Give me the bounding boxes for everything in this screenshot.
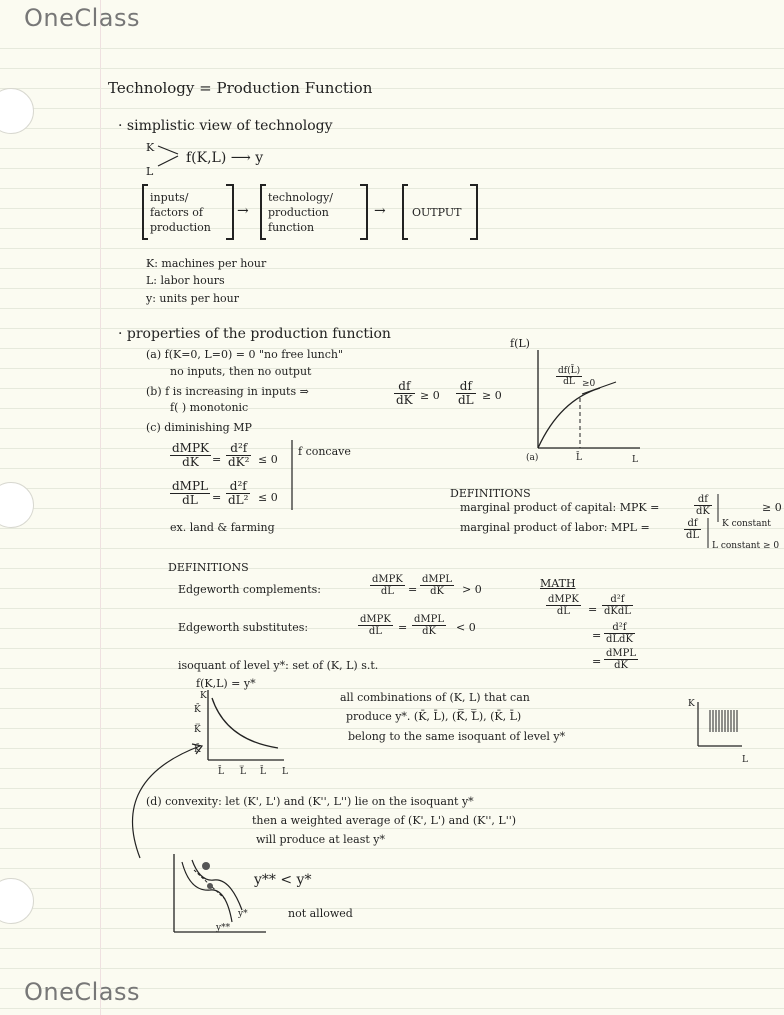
ruled-line xyxy=(0,388,784,389)
math-equals-1: = xyxy=(588,603,598,616)
ruled-line xyxy=(0,348,784,349)
iso-k-axis-label: K xyxy=(200,691,207,701)
subs-fraction-2: dMPL dK xyxy=(414,614,445,637)
property-a: (a) f(K=0, L=0) = 0 "no free lunch" xyxy=(146,348,344,361)
math-equals-2: = xyxy=(592,629,602,642)
edgeworth-substitutes: Edgeworth substitutes: xyxy=(178,621,309,634)
inputs-line2: factors of xyxy=(150,206,203,219)
comp-fraction-1: dMPK dL xyxy=(372,574,403,597)
ruled-line xyxy=(0,308,784,309)
ruled-line xyxy=(0,508,784,509)
mpl-fraction: $\frac{df}{dL}$ xyxy=(686,518,700,541)
ruled-line xyxy=(0,748,784,749)
df-dk-fraction: $\frac{df}{dK}$ xyxy=(396,379,413,407)
definitions-right-heading: DEFINITIONS xyxy=(450,487,531,500)
not-allowed-note: not allowed xyxy=(288,907,353,920)
iso-lbar-1: L̄ xyxy=(218,767,224,777)
comp-equals: = xyxy=(408,583,418,596)
subs-lt-zero: < 0 xyxy=(456,621,476,634)
ruled-line xyxy=(0,288,784,289)
property-b-note: f( ) monotonic xyxy=(170,401,249,414)
f-concave-label: f concave xyxy=(298,445,351,458)
ruled-line xyxy=(0,528,784,529)
land-farming-example: ex. land & farming xyxy=(170,521,275,534)
ruled-line xyxy=(0,968,784,969)
ruled-line xyxy=(0,948,784,949)
isoquant-definition: isoquant of level y*: set of (K, L) s.t. xyxy=(178,659,379,672)
iso-kbar-1: K̄ xyxy=(194,705,201,715)
ruled-line xyxy=(0,448,784,449)
concave-divider xyxy=(290,440,294,510)
iso-note-line2: produce y*. (K̄, L̄), (K̿, L̿), (K̄, L̄) xyxy=(346,710,522,723)
variable-k: K: machines per hour xyxy=(146,257,267,270)
ruled-line xyxy=(0,788,784,789)
inputs-line1: inputs/ xyxy=(150,191,189,204)
fl-graph xyxy=(530,350,640,450)
ruled-line xyxy=(0,568,784,569)
mpl-definition: marginal product of labor: MPL = xyxy=(460,521,650,534)
ruled-line xyxy=(0,688,784,689)
math-fraction-4: dMPL dK xyxy=(606,648,637,671)
variable-l: L: labor hours xyxy=(146,274,225,287)
mpl-bar xyxy=(706,518,710,548)
ruled-line xyxy=(0,868,784,869)
logo-text: OneClass xyxy=(24,978,141,1006)
isoquant-function: f(K,L) = y* xyxy=(196,677,256,690)
edgeworth-complements: Edgeworth complements: xyxy=(178,583,321,596)
technology-line3: function xyxy=(268,221,315,234)
subs-equals: = xyxy=(398,621,408,634)
ruled-line xyxy=(0,548,784,549)
l-constant: L constant ≥ 0 xyxy=(712,541,780,551)
property-c: (c) diminishing MP xyxy=(146,421,252,434)
ruled-line xyxy=(0,248,784,249)
convexity-line2: then a weighted average of (K', L') and (K'', L'') xyxy=(252,814,517,827)
simplistic-heading: · simplistic view of technology xyxy=(118,118,333,134)
ruled-line xyxy=(0,148,784,149)
leq-zero-1: ≤ 0 xyxy=(258,453,278,466)
page-title: Technology = Production Function xyxy=(108,79,373,97)
math-equals-3: = xyxy=(592,655,602,668)
isoquant-graph xyxy=(206,690,286,762)
property-b: (b) f is increasing in inputs ⇒ xyxy=(146,385,309,398)
df-dl-geq: ≥ 0 xyxy=(482,389,502,402)
ruled-line xyxy=(0,608,784,609)
math-fraction-3: d²f dLdK xyxy=(606,622,633,645)
mpk-bar xyxy=(716,494,720,522)
dmpk-dk-fraction: dMPK dK xyxy=(172,441,210,469)
mpk-fraction: $\frac{df}{dK}$ xyxy=(696,494,710,517)
ruled-line xyxy=(0,848,784,849)
comp-fraction-2: dMPL dK xyxy=(422,574,453,597)
iso-l-axis-label: L xyxy=(282,767,288,777)
output-label: OUTPUT xyxy=(412,206,462,219)
mpk-definition: marginal product of capital: MPK = xyxy=(460,501,660,514)
ruled-line xyxy=(0,48,784,49)
slope-geq: ≥0 xyxy=(582,379,596,389)
ruled-line xyxy=(0,928,784,929)
ruled-line xyxy=(0,188,784,189)
oneclass-logo-bottom xyxy=(24,978,140,1006)
k-constant: K constant xyxy=(722,519,771,529)
iso-lbar-2: L̿ xyxy=(240,767,246,777)
diagram-arrow-2: → xyxy=(374,203,386,219)
ruled-line xyxy=(0,428,784,429)
l-input-label: L xyxy=(146,165,154,178)
math-fraction-1: dMPK dL xyxy=(548,594,579,617)
ruled-line xyxy=(0,648,784,649)
comp-gt-zero: > 0 xyxy=(462,583,482,596)
bottom-y-double-star: y** xyxy=(216,923,231,933)
l-bar-label: L̄ xyxy=(576,453,582,463)
production-function-expression: f(K,L) ⟶ y xyxy=(186,150,264,166)
equals: = xyxy=(212,491,222,504)
ruled-line xyxy=(0,208,784,209)
ruled-line xyxy=(0,488,784,489)
ruled-line xyxy=(0,668,784,669)
ruled-line xyxy=(0,408,784,409)
small-graph-l: L xyxy=(742,755,748,765)
math-fraction-2: d²f dKdL xyxy=(604,594,631,617)
leq-zero-2: ≤ 0 xyxy=(258,491,278,504)
diagram-arrow-1: → xyxy=(237,203,249,219)
equals: = xyxy=(212,453,222,466)
convexity-line1: (d) convexity: let (K', L') and (K'', L'') lie on the isoquant y* xyxy=(146,795,474,808)
property-a-note: no inputs, then no output xyxy=(170,365,312,378)
convexity-line3: will produce at least y* xyxy=(256,833,386,846)
definitions-heading: DEFINITIONS xyxy=(168,561,249,574)
d2f-dl2-fraction: $\frac{\text{d²f}}{\text{dL²}}$ xyxy=(228,479,249,507)
technology-line1: technology/ xyxy=(268,191,333,204)
iso-kbar-3: K̄ xyxy=(194,745,201,755)
iso-kbar-2: K̿ xyxy=(194,725,201,735)
k-input-label: K xyxy=(146,141,155,154)
iso-note-line3: belong to the same isoquant of level y* xyxy=(348,730,566,743)
mpk-geq: ≥ 0 xyxy=(762,501,782,514)
small-graph-k: K xyxy=(688,699,695,709)
variable-y: y: units per hour xyxy=(146,292,240,305)
bottom-y-star: y* xyxy=(238,909,248,919)
ruled-line xyxy=(0,228,784,229)
technology-line2: production xyxy=(268,206,329,219)
ruled-line xyxy=(0,908,784,909)
d2f-dk2-fraction: $\frac{\text{d²f}}{\text{dK²}}$ xyxy=(228,441,250,469)
slope-fraction: $\frac{df(L̄)}{dL}$ xyxy=(558,366,581,387)
dmpl-dl-fraction: dMPL dL xyxy=(172,479,209,507)
math-heading: MATH xyxy=(540,577,576,590)
oneclass-logo-top xyxy=(24,4,140,32)
ruled-line xyxy=(0,268,784,269)
iso-note-line1: all combinations of (K, L) that can xyxy=(340,691,530,704)
small-hatched-graph xyxy=(696,702,746,750)
ruled-line xyxy=(0,368,784,369)
df-dk-geq: ≥ 0 xyxy=(420,389,440,402)
ruled-line xyxy=(0,108,784,109)
inputs-line3: production xyxy=(150,221,211,234)
ruled-line xyxy=(0,1008,784,1009)
subs-fraction-1: dMPK dL xyxy=(360,614,391,637)
logo-text: OneClass xyxy=(24,4,141,32)
fl-y-label: f(L) xyxy=(510,337,530,350)
ruled-line xyxy=(0,168,784,169)
y-comparison: y** < y* xyxy=(254,872,312,888)
iso-lbar-3: L̄ xyxy=(260,767,266,777)
punch-hole xyxy=(0,878,34,924)
ruled-line xyxy=(0,768,784,769)
ruled-line xyxy=(0,68,784,69)
fl-x-label: L xyxy=(632,455,638,465)
ruled-line xyxy=(0,888,784,889)
ruled-line xyxy=(0,468,784,469)
input-arrows xyxy=(156,142,186,172)
fl-origin-label: (a) xyxy=(526,453,539,463)
df-dl-fraction: $\frac{df}{dL}$ xyxy=(458,379,474,407)
properties-heading: · properties of the production function xyxy=(118,326,391,342)
